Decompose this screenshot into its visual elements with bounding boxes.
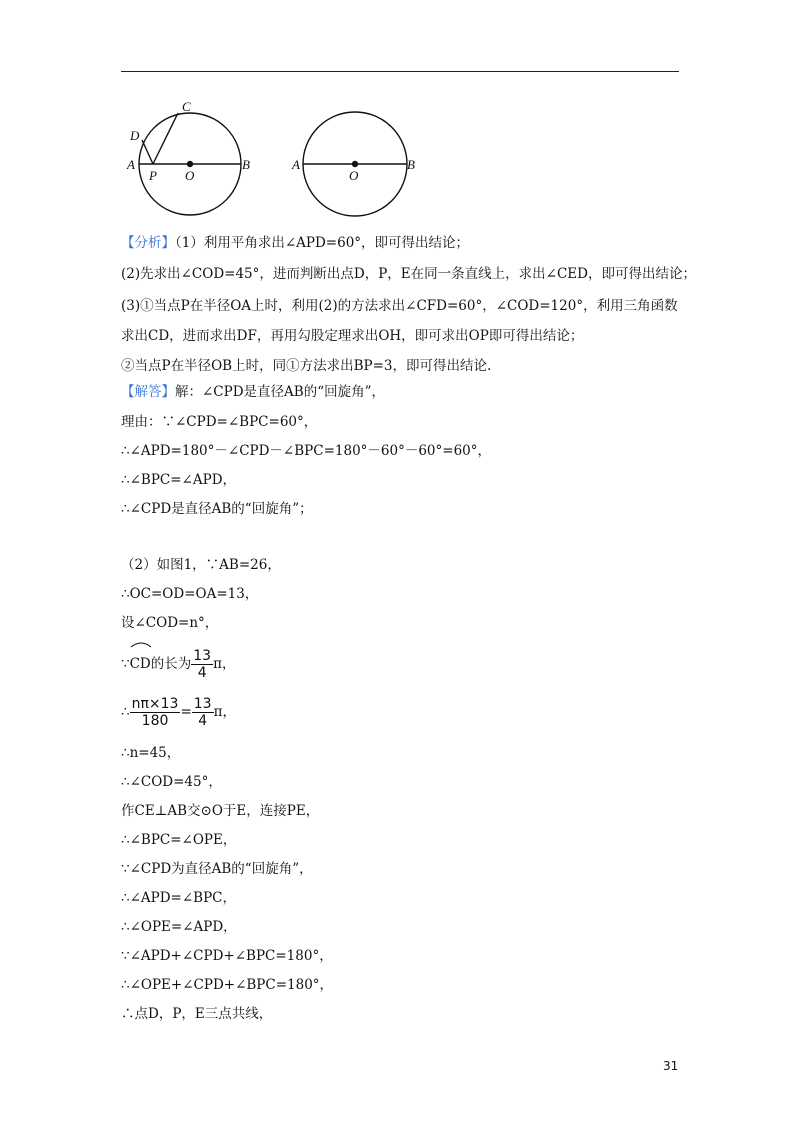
therefore-symbol: ∴: [121, 704, 130, 720]
segment-pd: [142, 140, 153, 164]
part2-line-n45: ∴n=45，: [121, 745, 181, 761]
analysis-line-4: 求出CD，进而求出DF，再用勾股定理求出OH，即可求出OP即可得出结论；: [121, 328, 584, 344]
fraction-13-over-4: [192, 696, 214, 729]
part2-line-1: （2）如图1，∵AB=26，: [121, 557, 281, 573]
part2-line-sum-apd: ∵∠APD+∠CPD+∠BPC=180°，: [121, 948, 333, 964]
part2-line-ope-apd: ∴∠OPE=∠APD，: [121, 919, 237, 935]
center-point-o-figure-2: [352, 161, 358, 167]
part2-line-apd-bpc: ∴∠APD=∠BPC，: [121, 890, 237, 906]
label-b-figure-2: B: [407, 157, 415, 172]
fraction-denominator: 4: [197, 665, 207, 681]
arc-cd: [130, 645, 151, 681]
pi-suffix: π，: [213, 704, 236, 720]
analysis-text-1: （1）利用平角求出∠APD=60°，即可得出结论；: [175, 235, 470, 251]
solution-line-1: [121, 382, 385, 402]
part2-line-sum-ope: ∴∠OPE+∠CPD+∠BPC=180°，: [121, 977, 334, 993]
fraction-denominator: 4: [198, 713, 208, 729]
arc-cd-label: CD: [129, 656, 151, 672]
analysis-tag: 【分析】: [121, 235, 175, 251]
solution-line-2: 理由：∵∠CPD=∠BPC=60°，: [121, 414, 318, 430]
figure-1: [126, 99, 250, 215]
pi-suffix: π，: [213, 656, 236, 672]
segment-pc: [153, 113, 178, 164]
label-c: C: [182, 99, 191, 114]
arc-length-text: 的长为: [150, 656, 192, 672]
arc-equation-line: [121, 695, 236, 729]
part2-line-3: 设∠COD=n°，: [121, 615, 219, 631]
part2-line-cod45: ∴∠COD=45°，: [121, 774, 222, 790]
analysis-line-2: (2)先求出∠COD=45°，进而判断出点D，P，E在同一条直线上，求出∠CED，即可得出结论；: [121, 266, 696, 282]
label-a-figure-1: A: [127, 157, 135, 172]
solution-line-3: ∴∠APD=180°－∠CPD－∠BPC=180°－60°－60°=60°，: [121, 443, 492, 459]
solution-line-4: ∴∠BPC=∠APD，: [121, 472, 237, 488]
center-point-o-figure-1: [187, 161, 193, 167]
fraction-numerator: 13: [193, 648, 212, 664]
page-number: 31: [663, 1059, 679, 1073]
label-d: D: [130, 128, 140, 143]
label-b-figure-1: B: [242, 157, 250, 172]
analysis-line-5: ②当点P在半径OB上时，同①方法求出BP=3，即可得出结论.: [121, 358, 492, 374]
header-rule: [121, 71, 679, 72]
analysis-line-3: (3)①当点P在半径OA上时，利用(2)的方法求出∠CFD=60°，∠COD=120°，利用三角函数: [121, 298, 678, 314]
label-o-figure-1: O: [185, 168, 195, 183]
fraction-denominator: 180: [141, 713, 169, 729]
equals-sign: =: [180, 704, 192, 720]
figure-2: [291, 112, 415, 216]
part2-line-collinear: ∴点D，P，E三点共线，: [121, 1006, 273, 1022]
label-o-figure-2: O: [349, 168, 359, 183]
arc-length-line: [121, 645, 235, 681]
part2-line-2: ∴OC=OD=OA=13，: [121, 586, 259, 602]
fraction-arc-formula: [130, 696, 181, 729]
part2-line-construct: 作CE⊥AB交⊙O于E，连接PE，: [121, 803, 320, 819]
because-symbol: ∵: [121, 656, 130, 672]
solution-tag: 【解答】: [121, 384, 175, 400]
solution-line-5: ∴∠CPD是直径AB的“回旋角”；: [121, 501, 313, 517]
part2-line-rotation-angle: ∵∠CPD为直径AB的“回旋角”，: [121, 861, 313, 877]
part2-line-bpc-ope: ∴∠BPC=∠OPE，: [121, 832, 237, 848]
label-a-figure-2: A: [292, 157, 300, 172]
geometry-figures: [120, 96, 420, 222]
fraction-13-over-4: [191, 648, 213, 681]
fraction-numerator: 13: [193, 696, 212, 712]
analysis-line-1: [121, 233, 469, 253]
arc-mark-icon: [130, 640, 152, 648]
fraction-numerator: nπ×13: [131, 696, 179, 712]
label-p: P: [149, 168, 157, 183]
solution-text-1: 解：∠CPD是直径AB的“回旋角”，: [175, 384, 386, 400]
